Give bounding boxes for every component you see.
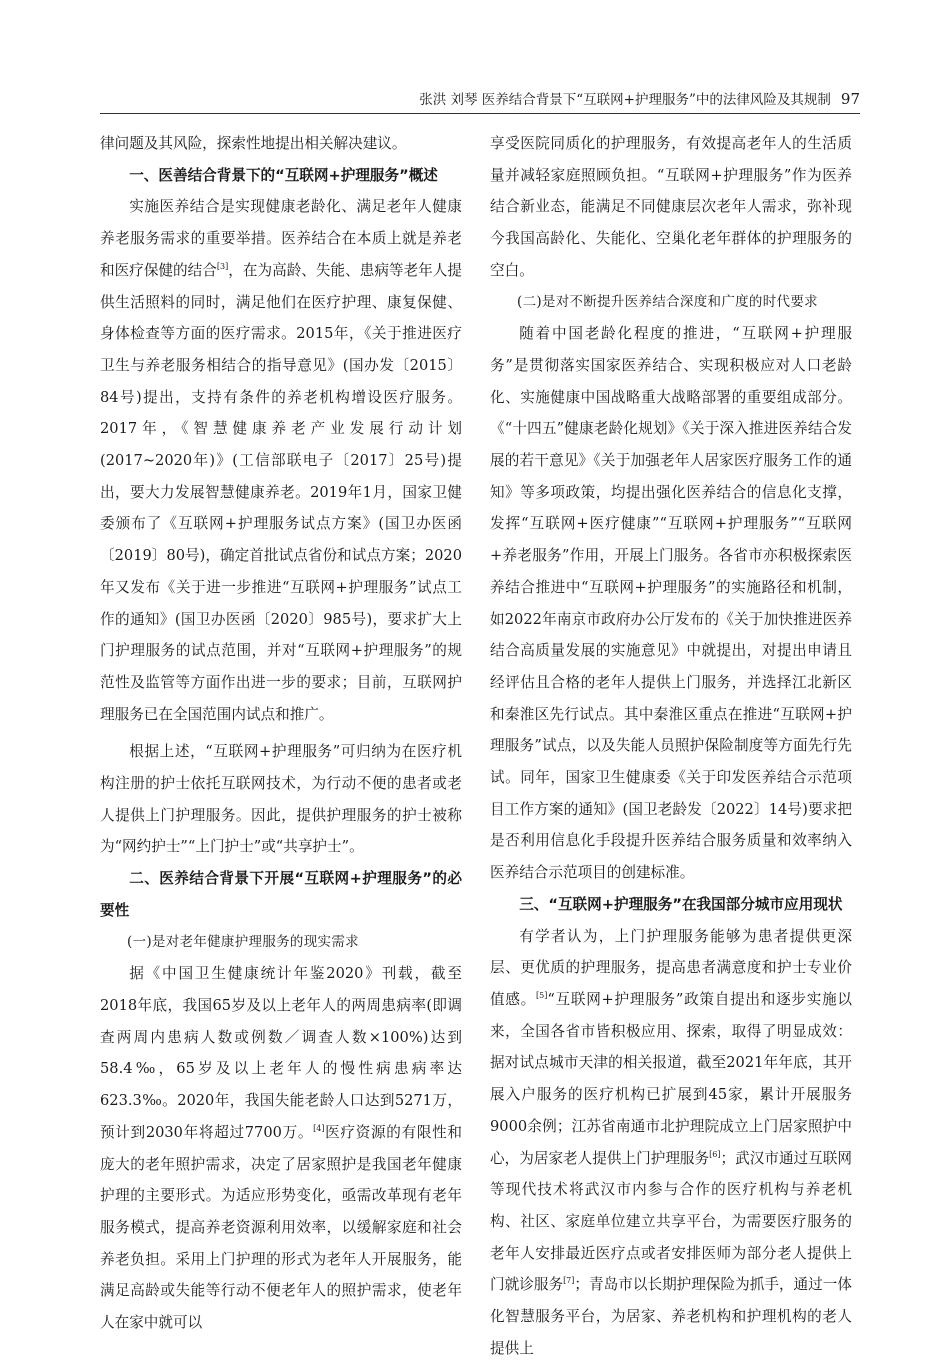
section-3-heading: 三、“互联网+护理服务”在我国部分城市应用现状 [519,895,843,913]
section-2-heading: 二、医养结合背景下开展“互联网+护理服务”的必要性 [100,870,462,919]
running-title: 张洪 刘琴 医养结合背景下“互联网+护理服务”中的法律风险及其规制 [419,92,831,108]
section-1-paragraph-2: 根据上述，“互联网+护理服务”可归纳为在医疗机构注册的护士依托互联网技术，为行动不便的患者或老人提供上门护理服务。因此，提供护理服务的护士被称为“网约护士”“上门护士”或“共享护士”。 [100,743,462,856]
left-column [100,128,462,1339]
page-number: 97 [840,90,860,108]
citation-5[interactable]: [5] [536,990,548,1000]
citation-6[interactable]: [6] [709,1149,721,1159]
section-3-paragraph-1: 有学者认为，上门护理服务能够为患者提供更深层、更优质的护理服务，提高患者满意度和护士专业价值感。[5]“互联网+护理服务”政策自提出和逐步实施以来，全国各省市皆积极应用、探索，取得了明显成效：据对试点城市天津的相关报道，截至2021年年底，其开展入户服务的医疗机构已扩展到45家，累计开展服务9000余例；江苏省南通市北护理院成立上门居家照护中心，为居家老人提供上门护理服务[6]；武汉市通过互联网等现代技术将武汉市内参与合作的医疗机构与养老机构、社区、家庭单位建立共享平台，为需要医疗服务的老年人安排最近医疗点或者安排医师为部分老人提供上门就诊服务[7]；青岛市以长期护理保险为抓手，通过一体化智慧服务平台，为居家、养老机构和护理机构的老人提供上 [490,927,852,1357]
right-column [490,128,852,1364]
header-rule [100,113,860,114]
section-1-heading: 一、医善结合背景下的“互联网+护理服务”概述 [129,166,438,184]
running-header [100,88,860,114]
subsection-2-2-paragraph: 随着中国老龄化程度的推进，“互联网+护理服务”是贯彻落实国家医养结合、实现积极应对人口老龄化、实施健康中国战略重大战略部署的重要组成部分。《“十四五”健康老龄化规划》《关于深入推进医养结合发展的若干意见》《关于加强老年人居家医疗服务工作的通知》等多项政策，均提出强化医养结合的信息化支撑，发挥“互联网+医疗健康”“互联网+护理服务”“互联网+养老服务”作用，开展上门服务。各省市亦积极探索医养结合推进中“互联网+护理服务”的实施路径和机制，如2022年南京市政府办公厅发布的《关于加快推进医养结合高质量发展的实施意见》中就提出，对提出申请且经评估且合格的老年人提供上门服务，并选择江北新区和秦淮区先行试点。其中秦淮区重点在推进“互联网+护理服务”试点，以及失能人员照护保险制度等方面先行先试。同年，国家卫生健康委《关于印发医养结合示范项目工作方案的通知》(国卫老龄发〔2022〕14号)要求把是否利用信息化手段提升医养结合服务质量和效率纳入医养结合示范项目的创建标准。 [490,325,852,882]
paragraph-continued: 律问题及其风险，探索性地提出相关解决建议。 [100,135,407,152]
subsection-2-1-heading: (一)是对老年健康护理服务的现实需求 [127,933,359,950]
citation-4[interactable]: [4] [313,1123,325,1133]
citation-7[interactable]: [7] [563,1276,575,1286]
citation-3[interactable]: [3] [216,261,229,271]
paragraph-continued-right: 享受医院同质化的护理服务，有效提高老年人的生活质量并减轻家庭照顾负担。“互联网+护理服务”作为医养结合新业态，能满足不同健康层次老年人需求，弥补现今我国高龄化、失能化、空巢化老年群体的护理服务的空白。 [490,135,852,279]
section-2-paragraph-1: 据《中国卫生健康统计年鉴2020》刊载，截至2018年底，我国65岁及以上老年人的两周患病率(即调查两周内患病人数或例数／调查人数×100%)达到58.4‰，65岁及以上老年人的慢性病患病率达623.3‰。2020年，我国失能老龄人口达到5271万，预计到2030年将超过7700万。[4]医疗资源的有限性和庞大的老年照护需求，决定了居家照护是我国老年健康护理的主要形式。为适应形势变化，亟需改革现有老年服务模式，提高养老资源利用效率，以缓解家庭和社会养老负担。采用上门护理的形式为老年人开展服务，能满足高龄或失能等行动不便老年人的照护需求，使老年人在家中就可以 [100,965,462,1332]
section-1-paragraph-1: 实施医养结合是实现健康老龄化、满足老年人健康养老服务需求的重要举措。医养结合在本质上就是养老和医疗保健的结合[3]，在为高龄、失能、患病等老年人提供生活照料的同时，满足他们在医疗护理、康复保健、身体检查等方面的医疗需求。2015年，《关于推进医疗卫生与养老服务相结合的指导意见》(国办发〔2015〕84号)提出，支持有条件的养老机构增设医疗服务。2017年，《智慧健康养老产业发展行动计划(2017~2020年)》(工信部联电子〔2017〕25号)提出，要大力发展智慧健康养老。2019年1月，国家卫健委颁布了《互联网+护理服务试点方案》(国卫办医函〔2019〕80号)，确定首批试点省份和试点方案；2020年又发布《关于进一步推进“互联网+护理服务”试点工作的通知》(国卫办医函〔2020〕985号)，要求扩大上门护理服务的试点范围，并对“互联网+护理服务”的规范性及监管等方面作出进一步的要求；目前，互联网护理服务已在全国范围内试点和推广。 [100,198,462,723]
subsection-2-2-heading: (二)是对不断提升医养结合深度和广度的时代要求 [517,293,818,310]
